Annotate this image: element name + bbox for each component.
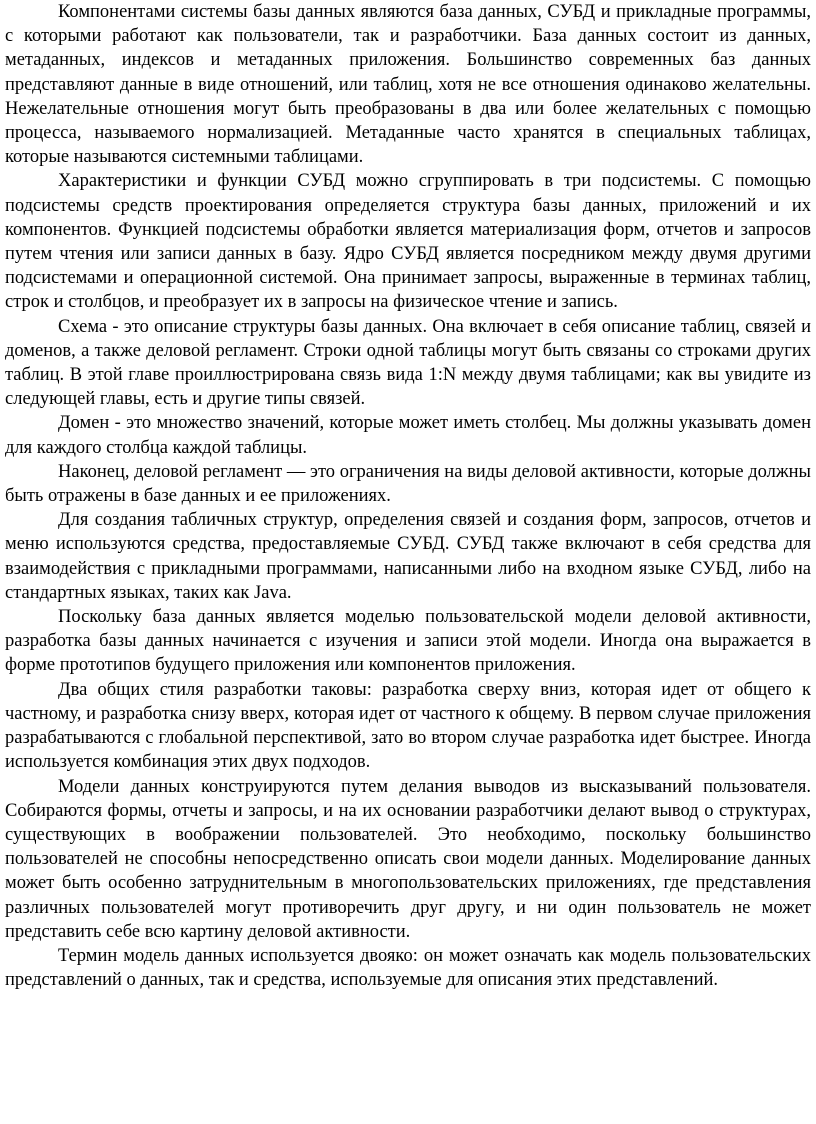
paragraph-3: Схема - это описание структуры базы данных. Она включает в себя описание таблиц, связей и доменов, а также деловой регламент. Строки одной таблицы могут быть связаны со строками других таблиц. В этой главе проиллюстрирована связь вида 1:N между двумя таблицами; как вы увидите из следующей главы, есть и другие типы связей. [5,316,811,410]
paragraph-9: Модели данных конструируются путем делания выводов из высказываний пользователя. Собираются формы, отчеты и запросы, и на их основании разработчики делают вывод о структурах, существующих в воображении пользователей. Это необходимо, поскольку большинство пользователей не способны непосредственно описать свои модели данных. Моделирование данных может быть особенно затруднительным в многопользовательских приложениях, где представления различных пользователей могут противоречить друг другу, и ни один пользователь не может представить себе всю картину деловой активности. [5,776,811,942]
paragraph-5: Наконец, деловой регламент — это ограничения на виды деловой активности, которые должны быть отражены в базе данных и ее приложениях. [5,461,811,507]
paragraph-2: Характеристики и функции СУБД можно сгруппировать в три подсистемы. С помощью подсистемы средств проектирования определяется структура базы данных, приложений и их компонентов. Функцией подсистемы обработки является материализация форм, отчетов и запросов путем чтения или записи данных в базу. Ядро СУБД является посредником между двумя другими подсистемами и операционной системой. Она принимает запросы, выраженные в терминах таблиц, строк и столбцов, и преобразует их в запросы на физическое чтение и запись. [5,171,811,313]
paragraph-1: Компонентами системы базы данных являются база данных, СУБД и прикладные программы, с которыми работают как пользователи, так и разработчики. База данных состоит из данных, метаданных, индексов и метаданных приложения. Большинство современных баз данных представляют данные в виде отношений, или таблиц, хотя не все отношения одинаково желательны. Нежелательные отношения могут быть преобразованы в два или более желательных с помощью процесса, называемого нормализацией. Метаданные часто хранятся в специальных таблицах, которые называются системными таблицами. [5,2,811,168]
paragraph-6: Для создания табличных структур, определения связей и создания форм, запросов, отчетов и меню используются средства, предоставляемые СУБД. СУБД также включают в себя средства для взаимодействия с прикладными программами, написанными либо на входном языке СУБД, либо на стандартных языках, таких как Java. [5,510,811,603]
paragraph-8: Два общих стиля разработки таковы: разработка сверху вниз, которая идет от общего к частному, и разработка снизу вверх, которая идет от частного к общему. В первом случае приложения разрабатываются с глобальной перспективой, зато во втором случае разработка идет быстрее. Иногда используется комбинация этих двух подходов. [5,679,811,773]
document-page [5,0,811,992]
paragraph-10: Термин модель данных используется двояко: он может означать как модель пользовательских представлений о данных, так и средства, используемые для описания этих представлений. [5,945,811,991]
paragraph-4: Домен - это множество значений, которые может иметь столбец. Мы должны указывать домен для каждого столбца каждой таблицы. [5,413,811,458]
paragraph-7: Поскольку база данных является моделью пользовательской модели деловой активности, разработка базы данных начинается с изучения и записи этой модели. Иногда она выражается в форме прототипов будущего приложения или компонентов приложения. [5,607,811,676]
